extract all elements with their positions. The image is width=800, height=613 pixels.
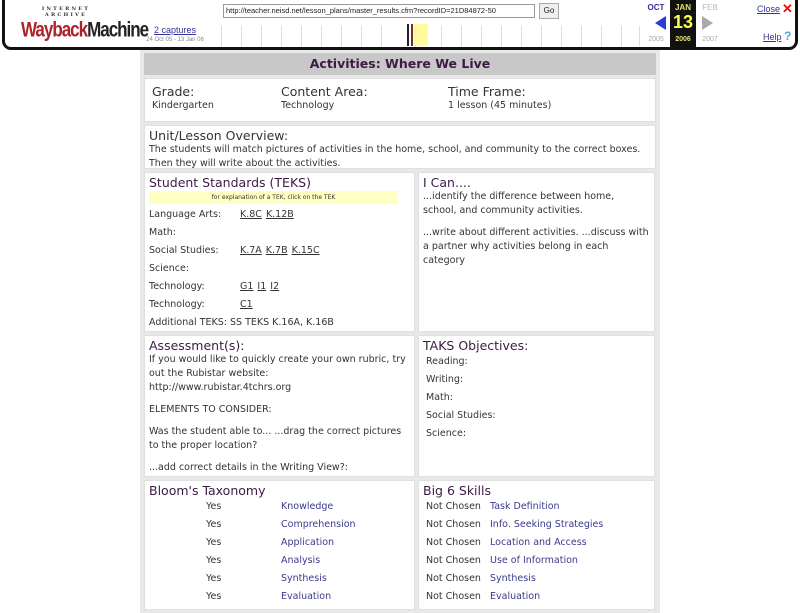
timeline-tick [321,26,322,46]
teks-link[interactable]: K.15C [291,245,320,256]
capture-timeline[interactable] [211,24,641,46]
bloom-level: Analysis [281,555,321,566]
overview-label: Unit/Lesson Overview: [149,128,289,143]
standard-row [149,278,410,296]
taks-item: Writing: [426,374,464,385]
timeline-tick [261,26,262,46]
bloom-row [149,498,410,516]
standard-label: Math: [149,227,176,238]
timeline-tick [221,26,222,46]
big6-skill: Use of Information [490,555,578,566]
help-question-icon[interactable]: ? [784,29,792,43]
ican-heading: I Can.... [423,175,471,190]
capture-mark-jan[interactable] [411,24,413,46]
timeline-tick [301,26,302,46]
timeline-tick [521,26,522,46]
standard-label: Language Arts: [149,209,222,220]
timeline-tick [441,26,442,46]
big6-section [418,480,655,610]
ican-section [418,172,655,332]
bloom-status: Yes [206,591,222,602]
assessment-text-1: If you would like to quickly create your own rubric, try out the Rubistar website: http://www.rubistar.4tchrs.org [149,354,406,393]
time-frame-label: Time Frame: [448,84,526,99]
standards-hint: for explanation of a TEK, click on the TEK [149,191,398,204]
bloom-status: Yes [206,573,222,584]
content-area-value: Technology [281,100,335,111]
taks-item: Social Studies: [426,410,496,421]
prev-capture-arrow-icon[interactable] [655,16,666,30]
bloom-section [144,480,415,610]
timeline-tick [461,26,462,46]
captures-info [139,25,211,43]
timeline-tick [501,26,502,46]
big6-status: Not Chosen [426,573,481,584]
standard-row [149,260,410,278]
prev-year: 2005 [648,36,664,43]
current-day: 13 [672,12,694,32]
grade-label: Grade: [152,84,195,99]
standard-label: Science: [149,263,190,274]
big6-list [423,498,650,606]
bloom-level: Synthesis [281,573,327,584]
taxonomy-row [144,480,656,610]
url-input[interactable]: http://teacher.neisd.net/lesson_plans/master_results.cfm?recordID=21D84872-50 [223,4,535,18]
bloom-level: Evaluation [281,591,332,602]
standard-label: Social Studies: [149,245,219,256]
bloom-list [149,498,410,606]
big6-row [426,552,650,570]
big6-status: Not Chosen [426,591,481,602]
standard-row [149,242,410,260]
bloom-row [149,552,410,570]
lesson-meta [144,78,656,122]
timeline-tick [601,26,602,46]
wayback-toolbar [2,0,798,50]
next-year: 2007 [702,36,718,43]
big6-row [426,516,650,534]
bloom-status: Yes [206,537,222,548]
next-capture-arrow-icon [702,16,713,30]
big6-heading: Big 6 Skills [423,483,491,498]
taks-heading: TAKS Objectives: [423,338,529,353]
big6-row [426,498,650,516]
bloom-row [149,516,410,534]
timeline-tick [281,26,282,46]
additional-teks [149,314,410,332]
standard-label: Technology: [149,281,205,292]
timeline-tick [541,26,542,46]
logo-internet-archive: INTERNET ARCHIVE [41,6,91,18]
additional-teks-label: Additional TEKS: [149,317,227,328]
big6-skill: Location and Access [490,537,587,548]
close-x-icon[interactable]: ✕ [782,1,793,16]
bloom-heading: Bloom's Taxonomy [149,483,266,498]
lesson-plan [140,50,660,613]
timeline-tick [639,26,640,46]
standards-row [144,172,656,332]
big6-status: Not Chosen [426,555,481,566]
bloom-status: Yes [206,519,222,530]
teks-link[interactable]: I2 [270,281,280,292]
captures-link[interactable]: 2 captures [153,25,197,35]
big6-row [426,570,650,588]
timeline-tick [561,26,562,46]
timeline-tick [481,26,482,46]
ican-text-1: ...identify the difference between home, school, and community activities. [423,191,615,216]
additional-teks-value: SS TEKS K.16A, K.16B [230,317,334,328]
standards-heading: Student Standards (TEKS) [149,175,311,190]
big6-status: Not Chosen [426,537,481,548]
overview-section [144,125,656,169]
prev-month-link[interactable]: OCT [647,3,665,12]
taks-section [418,335,655,477]
bloom-row [149,570,410,588]
help-link[interactable]: Help [763,32,782,42]
bloom-level: Knowledge [281,501,334,512]
assessment-heading: Assessment(s): [149,338,245,353]
content-area-label: Content Area: [281,84,368,99]
bloom-level: Comprehension [281,519,356,530]
taks-list [423,353,650,443]
assessment-row [144,335,656,477]
assessment-text-4: ...add correct details in the Writing View?: [149,462,348,473]
time-frame-value: 1 lesson (45 minutes) [448,100,552,111]
ican-text-2: ...write about different activities. ...discuss with a partner why activities belong in each category [423,227,649,266]
lesson-title: Activities: Where We Live [144,53,656,75]
bloom-status: Yes [206,555,222,566]
big6-skill: Info. Seeking Strategies [490,519,604,530]
timeline-tick [341,26,342,46]
assessment-section [144,335,415,477]
standard-label: Technology: [149,299,205,310]
wayback-logo[interactable] [21,6,149,42]
big6-skill: Task Definition [490,501,560,512]
current-month: JAN [670,0,696,47]
assessment-text-3: Was the student able to... ...drag the correct pictures to the proper location? [149,426,402,451]
big6-skill: Evaluation [490,591,541,602]
current-year: 2006 [675,36,691,43]
current-month-highlight [414,24,428,46]
teks-link[interactable]: K.8C [240,209,262,220]
teks-link[interactable]: I1 [257,281,267,292]
taks-item: Science: [426,428,467,439]
logo-wayback-machine: WaybackMachine [21,17,149,42]
teks-link[interactable]: K.7B [265,245,288,256]
close-link[interactable]: Close [757,4,781,14]
timeline-tick [621,26,622,46]
captures-range: 24 Oct 05 - 13 Jan 06 [146,37,204,43]
assessment-text-2: ELEMENTS TO CONSIDER: [149,404,272,415]
big6-row [426,534,650,552]
timeline-tick [381,26,382,46]
taks-item: Reading: [426,356,468,367]
timeline-tick [241,26,242,46]
teks-link[interactable]: C1 [240,299,253,310]
teks-link[interactable]: G1 [240,281,254,292]
timeline-tick [581,26,582,46]
big6-status: Not Chosen [426,519,481,530]
bloom-row [149,534,410,552]
teks-link[interactable]: K.7A [240,245,262,256]
standards-list [149,206,410,314]
bloom-status: Yes [206,501,222,512]
big6-row [426,588,650,606]
standard-row [149,224,410,242]
grade-value: Kindergarten [152,100,214,111]
standard-row [149,206,410,224]
bloom-row [149,588,410,606]
standard-row [149,296,410,314]
next-month: FEB [702,3,718,12]
teks-link[interactable]: K.12B [265,209,294,220]
go-button[interactable]: Go [539,3,559,19]
big6-skill: Synthesis [490,573,536,584]
taks-item: Math: [426,392,453,403]
overview-text: The students will match pictures of activities in the home, school, and community to the correct boxes. Then they will write about the activities. [149,144,641,169]
timeline-tick [361,26,362,46]
standards-section [144,172,415,332]
capture-mark-oct[interactable] [407,24,409,46]
big6-status: Not Chosen [426,501,481,512]
bloom-level: Application [281,537,335,548]
